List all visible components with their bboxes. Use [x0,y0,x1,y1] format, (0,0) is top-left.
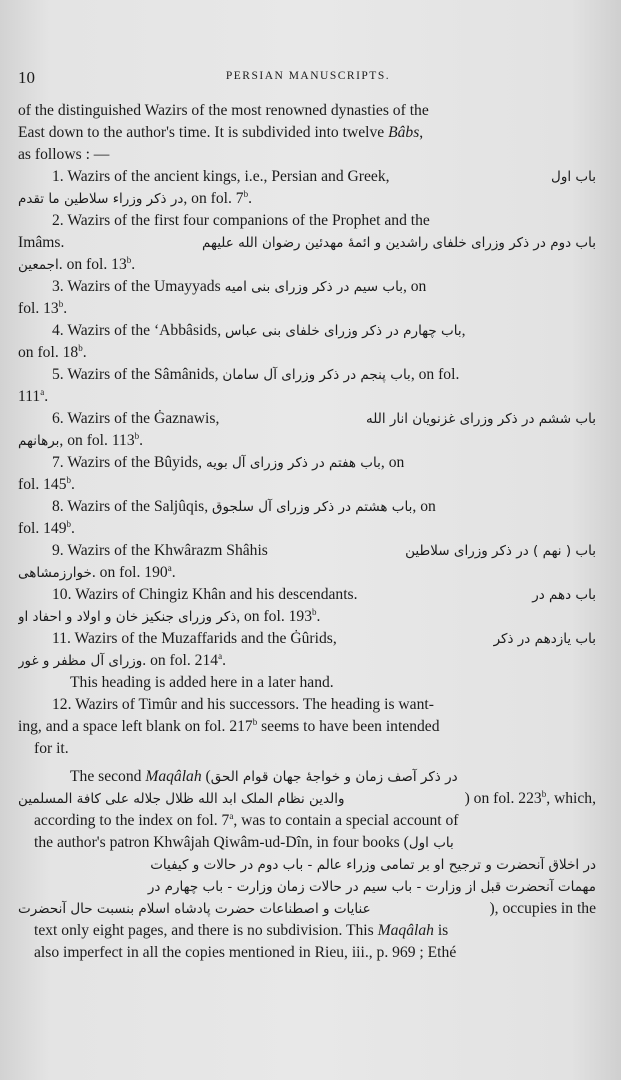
list-item: 8. Wazirs of the Saljûqis, باب هشتم در ذکر وزرای آل سلجوق, on [52,498,436,515]
page-header [18,68,598,92]
body-text [18,100,596,964]
paragraph-line: در اخلاق آنحضرت و ترجیح او بر تمامی وزراء عالم - باب دوم در حالات و کیفیات [150,857,596,873]
list-item-cont: وزرای آل مظفر و غور. on fol. 214$^a$. [18,650,226,669]
paragraph-line: عنایات و اصطناعات حضرت پادشاه اسلام بنسبت حال آنحضرت ), occupies in the [18,900,596,917]
list-item-cont: for it. [34,740,69,757]
list-item: 12. Wazirs of Timûr and his successors. The heading is want- [52,696,434,713]
list-item-cont: 111$^a$. [18,386,49,405]
running-title: PERSIAN MANUSCRIPTS. [225,70,391,82]
list-item-cont: fol. 13$^b$. [18,298,68,317]
list-item-cont: در ذکر وزراء سلاطین ما تقدم, on fol. 7$^b$. [18,188,252,207]
paragraph-line: the author's patron Khwâjah Qiwâm-ud-Dîn, in four books (باب اول [34,834,454,851]
list-item-cont: اجمعین. on fol. 13$^b$. [18,254,136,273]
paragraph-line: according to the index on fol. 7$^a$, was to contain a special account of [34,810,459,829]
intro-line: as follows : — [18,146,110,163]
list-item-cont: on fol. 18$^b$. [18,342,87,361]
list-item-cont: برهانهم, on fol. 113$^b$. [18,430,144,449]
list-item: 2. Wazirs of the first four companions of the Prophet and the [52,212,430,229]
list-item: 7. Wazirs of the Bûyids, باب هفتم در ذکر وزرای آل بویه, on [52,454,405,471]
paragraph-line: والدین نظام الملک ابد الله ظلال جلاله علی کافة المسلمین ) on fol. 223$^b$, which, [18,788,596,807]
list-item-cont: خوارزمشاهی. on fol. 190$^a$. [18,562,176,581]
list-item: 10. Wazirs of Chingiz Khân and his descendants. باب دهم در [52,586,596,603]
paragraph-line: also imperfect in all the copies mentioned in Rieu, iii., p. 969 ; Ethé [34,944,457,961]
intro-line: East down to the author's time. It is subdivided into twelve Bâbs, [18,124,424,141]
list-item-cont: fol. 149$^b$. [18,518,75,537]
paragraph-line: text only eight pages, and there is no subdivision. This Maqâlah is [34,922,449,939]
intro-line: of the distinguished Wazirs of the most renowned dynasties of the [18,102,429,119]
list-item: 6. Wazirs of the Ġaznawis, باب ششم در ذکر وزرای غزنویان انار الله [52,410,596,427]
page-number: 10 [18,68,35,87]
paragraph-line: The second Maqâlah (در ذکر آصف زمان و خواجهٔ جهان قوام الحق [70,768,458,785]
list-item: 4. Wazirs of the ‘Abbâsids, باب چهارم در ذکر وزرای خلفای بنی عباس, [52,322,466,339]
list-item-cont: fol. 145$^b$. [18,474,75,493]
list-item-cont: Imâms. باب دوم در ذکر وزرای خلفای راشدین و ائمهٔ مهدئین رضوان الله علیهم [18,234,596,251]
list-item: 9. Wazirs of the Khwârazm Shâhis باب ( نهم ) در ذکر وزرای سلاطین [52,542,596,559]
paragraph-line: مهمات آنحضرت قبل از وزارت - باب سیم در حالات زمان وزارت - باب چهارم در [147,879,596,895]
note-line: This heading is added here in a later hand. [70,674,334,691]
list-item: 3. Wazirs of the Umayyads باب سیم در ذکر وزرای بنی امیه, on [52,278,427,295]
list-item-cont: ذکر وزرای جنکیز خان و اولاد و احفاد او, on fol. 193$^b$. [18,606,321,625]
list-item: 1. Wazirs of the ancient kings, i.e., Persian and Greek, باب اول [52,168,596,185]
list-item: 11. Wazirs of the Muzaffarids and the Ġûrids, باب یازدهم در ذکر [52,630,596,647]
list-item: 5. Wazirs of the Sâmânids, باب پنجم در ذکر وزرای آل سامان, on fol. [52,366,460,383]
list-item-cont: ing, and a space left blank on fol. 217$^b$ seems to have been intended [18,716,440,735]
